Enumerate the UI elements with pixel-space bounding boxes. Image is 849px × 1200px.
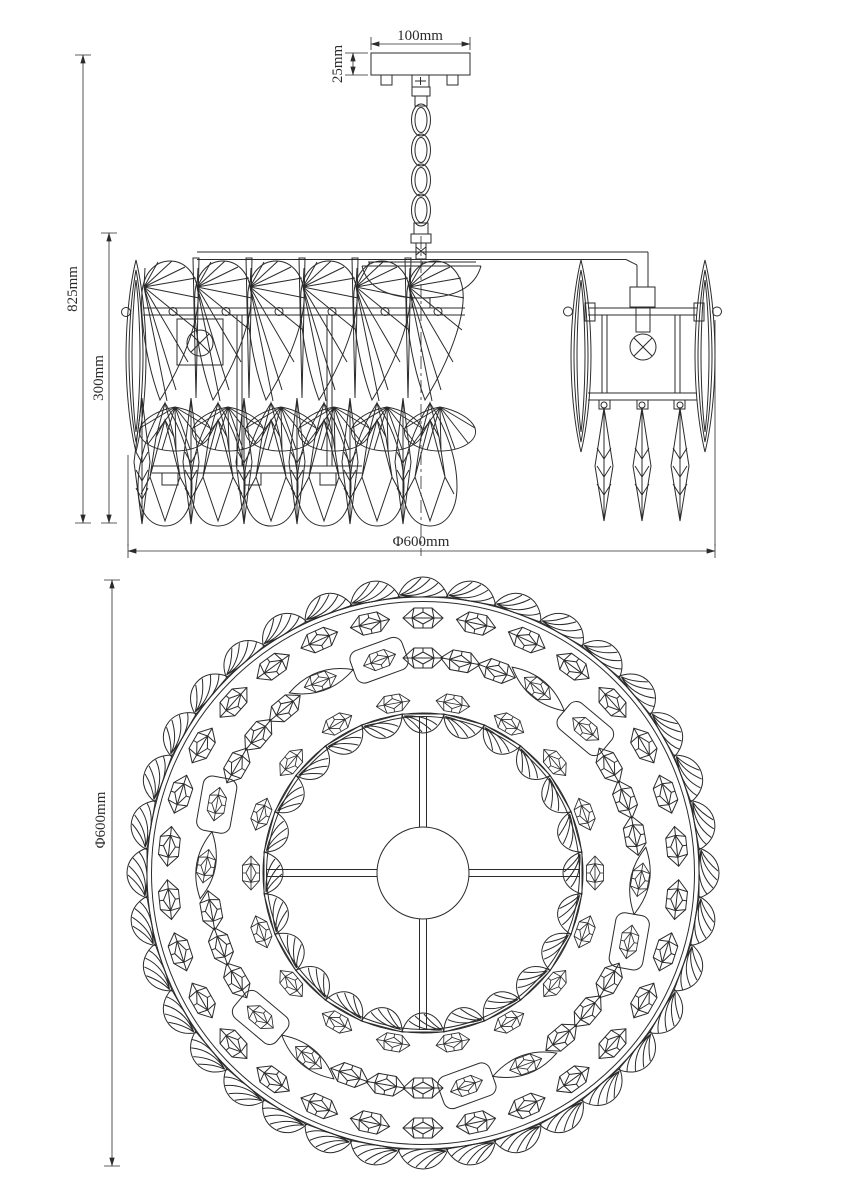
diamond [567, 989, 608, 1032]
socket-upper [630, 287, 655, 307]
rail-pin [564, 307, 573, 316]
shell [325, 984, 371, 1021]
diamond [403, 1078, 443, 1098]
diamond [348, 1108, 391, 1136]
diamond [364, 1071, 407, 1098]
inner-shell-ring [264, 714, 582, 1032]
center-hub [377, 827, 469, 919]
rim-pin [122, 308, 131, 317]
diamond [318, 1006, 356, 1038]
shell [539, 1100, 592, 1142]
shell [253, 604, 306, 646]
diamond [205, 924, 237, 968]
faceted-drop [138, 403, 192, 526]
diamond [504, 1089, 549, 1124]
diamond [274, 965, 309, 1002]
dim-canopy-height [330, 45, 368, 84]
inner-band [263, 713, 583, 1033]
diamond [238, 713, 279, 756]
diamond [157, 825, 181, 867]
diamond [218, 958, 255, 1003]
diamond [490, 1006, 528, 1038]
shell [347, 577, 400, 605]
shell [298, 1124, 352, 1160]
diamond [274, 744, 309, 781]
shell [699, 848, 719, 898]
diamond [297, 1089, 342, 1124]
middle-diamond-ring [198, 648, 648, 1098]
diamond [184, 978, 221, 1023]
diamond [435, 692, 471, 715]
diamond [504, 623, 549, 658]
diamond [327, 1059, 371, 1091]
shell [127, 797, 155, 850]
crystal-petal [142, 261, 199, 401]
lamp-box [177, 319, 223, 365]
shell [690, 797, 718, 850]
candle-light [284, 635, 411, 709]
diamond [403, 608, 443, 628]
spear-drop [671, 402, 689, 521]
dim-body-height [91, 233, 117, 523]
outer-diamond-ring [157, 608, 688, 1138]
diamond [454, 1108, 497, 1136]
socket-lower [636, 307, 650, 332]
diamond [375, 1031, 411, 1054]
outer-band [147, 597, 699, 1149]
diamond [439, 648, 482, 675]
shell [398, 1149, 448, 1169]
shell [347, 1140, 400, 1168]
shell [136, 748, 172, 802]
shell [214, 1068, 265, 1115]
diamond [165, 772, 196, 816]
crystal-petal [354, 261, 411, 401]
spear-drop [183, 398, 199, 524]
diamond [243, 856, 260, 890]
spear-drop [236, 398, 252, 524]
diamond [251, 1059, 295, 1099]
shell [534, 925, 571, 971]
diamond [537, 965, 572, 1002]
diamond [297, 623, 342, 658]
shell [674, 944, 710, 998]
rail-pin [434, 308, 442, 316]
dim-plan-diameter [93, 580, 120, 1166]
spear-drop [595, 402, 613, 521]
diamond [551, 1059, 595, 1099]
shell [539, 604, 592, 646]
shell [136, 944, 172, 998]
diamond [318, 708, 356, 740]
side-crystal-disc [571, 260, 591, 452]
diamond [625, 723, 662, 768]
diamond [665, 825, 689, 867]
rail-pin [328, 308, 336, 316]
rail-pin [169, 308, 177, 316]
diamond [551, 647, 595, 687]
shell [674, 748, 710, 802]
diamond [454, 610, 497, 638]
diamond [165, 930, 196, 974]
side-elevation-view [65, 28, 722, 558]
frame-posts [602, 315, 680, 393]
diamond [490, 708, 528, 740]
overall-height-label: 825mm [65, 266, 81, 312]
side-diameter-label: Φ600mm [392, 534, 450, 550]
diamond [621, 814, 648, 857]
diamond [665, 879, 689, 921]
hanger-tab [162, 473, 178, 485]
candle-ring [183, 635, 662, 1111]
shell [214, 630, 265, 677]
frame-rail-lower [588, 393, 697, 400]
bulb-symbol [630, 334, 656, 360]
candle-light [435, 1037, 562, 1111]
shell [446, 577, 499, 605]
canopy-height-label: 25mm [330, 44, 346, 84]
shell [581, 1068, 632, 1115]
crystal-petal [301, 261, 358, 401]
inner-diamond-ring [243, 692, 604, 1053]
diamond [474, 655, 518, 687]
canopy-width-label: 100mm [397, 28, 443, 44]
diamond [587, 856, 604, 890]
lamp-unit-right [564, 260, 722, 521]
shell [325, 725, 371, 762]
plan-diameter-label: Φ600mm [93, 791, 109, 849]
diamond [403, 1118, 443, 1138]
shell [127, 896, 155, 949]
candle-light [229, 987, 345, 1092]
shell [494, 1124, 548, 1160]
spear-drop [395, 398, 411, 524]
diamond [537, 744, 572, 781]
crystal-petal [248, 261, 305, 401]
rail-pin [381, 308, 389, 316]
shell [127, 848, 147, 898]
frame-rail-upper [588, 308, 697, 315]
diamond [609, 777, 641, 821]
rail-pin [275, 308, 283, 316]
candle-light [501, 654, 617, 759]
body-height-label: 300mm [91, 355, 107, 401]
shell [690, 896, 718, 949]
spear-drop [633, 402, 651, 521]
diamond [348, 610, 391, 638]
shell [494, 586, 548, 622]
diamond [591, 743, 628, 788]
shell [398, 577, 448, 597]
dim-canopy-width [371, 28, 470, 50]
spear-drop [134, 398, 150, 524]
spear-drop [289, 398, 305, 524]
side-crystal-disc [695, 260, 715, 452]
hanger-tab [320, 473, 336, 485]
diamond [650, 930, 681, 974]
suspension-chain [411, 87, 431, 259]
shell [253, 1100, 306, 1142]
shell [298, 586, 352, 622]
dim-side-diameter [128, 320, 715, 558]
rail-pin [222, 308, 230, 316]
diamond [403, 648, 443, 668]
diamond [157, 879, 181, 921]
diamond [625, 978, 662, 1023]
shell [275, 925, 312, 971]
diamond [198, 889, 225, 932]
diamond [375, 692, 411, 715]
diamond [184, 723, 221, 768]
shell [475, 984, 521, 1021]
crystal-cluster-left [122, 258, 476, 526]
shell [446, 1140, 499, 1168]
diamond [251, 647, 295, 687]
plan-view [93, 577, 719, 1169]
dim-overall-height [65, 55, 91, 523]
ceiling-canopy [371, 53, 470, 87]
diamond [435, 1031, 471, 1054]
shell [275, 775, 312, 821]
shell [475, 725, 521, 762]
crystal-petal [407, 261, 464, 401]
diamond [650, 772, 681, 816]
spear-drop [342, 398, 358, 524]
shell [534, 775, 571, 821]
shell [581, 630, 632, 677]
